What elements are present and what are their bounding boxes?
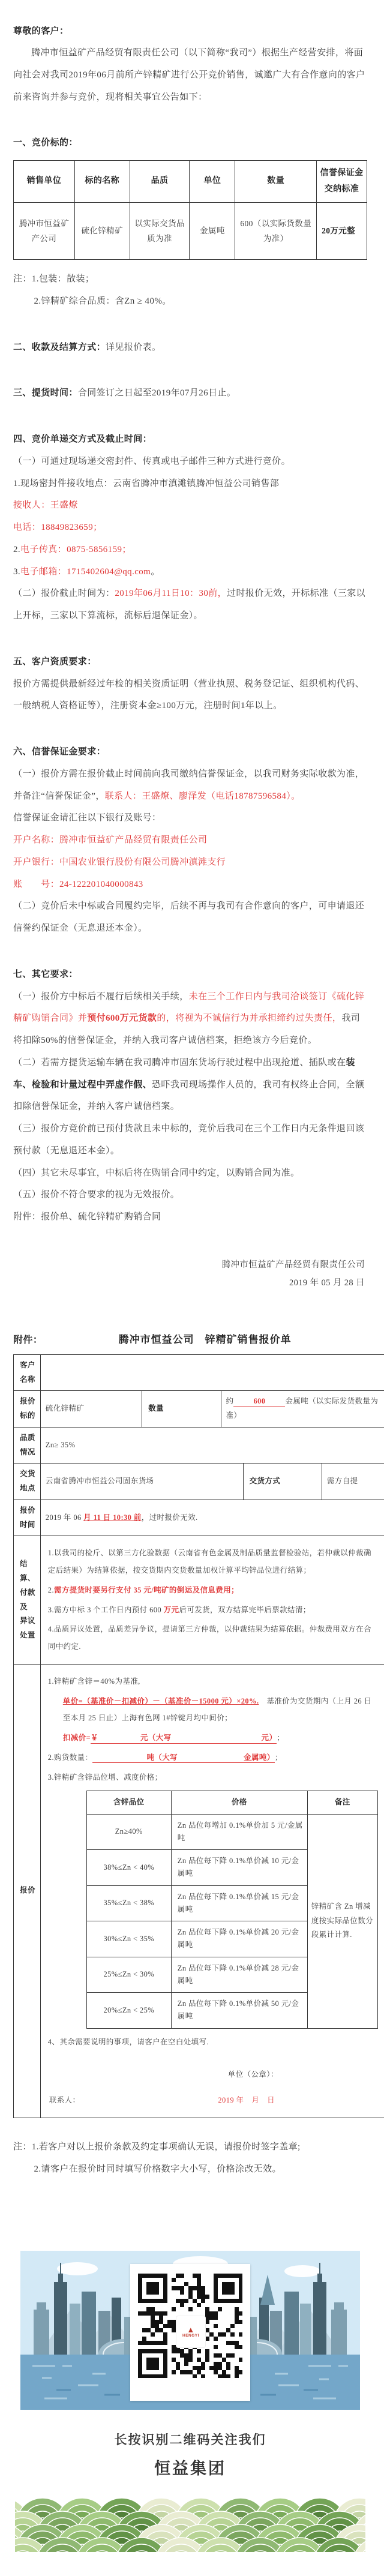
settle-item1: 1.以我司的检斤、以第三方化验数据（云南省有色金属及制品质量监督检验站，若仲裁以仲裁确定后结果）为结算依据，按交货期内交货数量加权计算平均锌品位进行结算； — [48, 1545, 378, 1579]
row-delivery-place — [14, 1464, 384, 1500]
s4-item2: 1.现场密封件接收地点：云南省腾冲市滇滩镇腾冲恒益公司销售部 — [13, 473, 367, 495]
time-label: 报价时间 — [14, 1500, 41, 1536]
salutation: 尊敬的客户： — [13, 20, 367, 42]
row-settlement — [14, 1536, 384, 1665]
contact-line: 联系人： 2019 年 月 日 — [48, 2092, 378, 2109]
col-seller: 销售单位 — [14, 161, 75, 203]
row-customer — [14, 1354, 384, 1391]
seal-line: 单位（公章）： — [48, 2066, 378, 2083]
grade-price-table — [86, 1791, 378, 2028]
place-label: 交货地点 — [14, 1464, 41, 1500]
grade-row: Zn≥40% Zn 品位每增加 0.1%单价加 5 元/金属吨 锌精矿含 Zn 增减度按实际品位数分段累计计算. — [86, 1814, 377, 1850]
col-unit: 单位 — [190, 161, 235, 203]
qty2-blank: 吨（大写 金属吨） — [92, 1753, 274, 1764]
section7-heading: 七、其它要求： — [13, 964, 367, 986]
section2: 二、收款及结算方式：详见报价表。 — [13, 337, 367, 359]
section1-heading: 一、竞价标的： — [13, 132, 367, 154]
grade-row: 30%≤Zn < 35% Zn 品位每下降 0.1%单价减 20 元/金属吨 — [86, 1921, 377, 1957]
grade-row: 25%≤Zn < 30% Zn 品位每下降 0.1%单价减 28 元/金属吨 — [86, 1957, 377, 1993]
s5-body: 报价方需提供最新经过年检的相关资质证明（营业执照、税务登记证、组织机构代码、一般纳税人资格证等），注册资本金≥100万元，注册时间1年以上。 — [13, 673, 367, 718]
grade-row: 35%≤Zn < 38% Zn 品位每下降 0.1%单价减 15 元/金属吨 — [86, 1885, 377, 1921]
quotation-title: 腾冲市恒益公司 锌精矿销售报价单 — [43, 1331, 367, 1346]
offer-content — [40, 1664, 384, 2118]
row-subject — [14, 1391, 384, 1428]
row-quote-time — [14, 1500, 384, 1536]
grade-header-row: 含锌品位 价格 备注 — [86, 1791, 377, 1814]
note-packing: 注：1.包装：散装； — [13, 268, 367, 290]
s7-item3: （三）报价方竞价前已预付货款且未中标的，竞价后我司在三个工作日内无条件退回该预付款（无息退还本金）。 — [13, 1118, 367, 1162]
s7-item5: （五）报价不符合要求的视为无效报价。 — [13, 1184, 367, 1206]
offer-line1: 1.锌精矿含锌＝40%为基准, — [48, 1673, 378, 1690]
subject-label: 报价标的 — [14, 1391, 41, 1428]
subject-value: 硫化锌精矿 — [40, 1391, 142, 1428]
grade-row: 38%≤Zn < 40% Zn 品位每下降 0.1%单价减 10 元/金属吨 — [86, 1850, 377, 1886]
settle-item3: 3.需方中标 3 个工作日内预付 600 万元后可发货，双方结算完毕后票款结清； — [48, 1602, 378, 1619]
section5-heading: 五、客户资质要求： — [13, 651, 367, 673]
quotation-title-row — [13, 1331, 367, 1346]
cell-deposit: 20万元整 — [317, 203, 367, 260]
offer-qty2: 2.购货数量： 吨（大写 金属吨）； — [48, 1749, 378, 1767]
s4-phone: 电话：18849823659； — [13, 517, 367, 539]
grade-remark: 锌精矿含 Zn 增减度按实际品位数分段累计计算. — [307, 1814, 377, 2028]
method-label: 交货方式 — [243, 1464, 322, 1500]
cell-subject: 硫化锌精矿 — [74, 203, 130, 260]
s4-receiver: 接收人：王盛燎 — [13, 494, 367, 517]
cell-quantity: 600（以实际货数量为准） — [235, 203, 317, 260]
quality-label: 品质情况 — [14, 1427, 41, 1464]
signature-date: 2019 年 05 月 28 日 — [13, 1274, 365, 1292]
deduction-blank: ￥ 元（大写 元） — [91, 1734, 277, 1744]
cell-unit: 金属吨 — [190, 203, 235, 260]
s6-bank: 开户银行：中国农业银行股份有限公司腾冲滇滩支行 — [13, 851, 367, 874]
bottom-note-2: 2.请客户在报价时同时填写价格数字大小写，价格涂改无效。 — [13, 2158, 367, 2181]
col-quality: 品质 — [130, 161, 190, 203]
settlement-label: 结算、付款及 异议处置 — [14, 1536, 41, 1665]
customer-label: 客户名称 — [14, 1354, 41, 1391]
cell-quality: 以实际交货品质为准 — [130, 203, 190, 260]
offer-label: 报价 — [14, 1664, 41, 2118]
time-value: 2019 年 06 月 11 日 10:30 前，过时报价无效. — [40, 1500, 384, 1536]
note-grade: 2.锌精矿综合品质：含Zn ≥ 40%。 — [13, 290, 367, 313]
settle-item2: 2.需方提货时要另行支付 35 元/吨矿的倒运及信息费用； — [48, 1582, 378, 1599]
quality-value: Zn≥ 35% — [40, 1427, 384, 1464]
qty-label: 数量 — [142, 1391, 221, 1428]
bid-subject-table — [13, 160, 367, 260]
qr-banner — [20, 2251, 360, 2410]
place-value: 云南省腾冲市恒益公司固东货场 — [40, 1464, 243, 1500]
qr-card — [130, 2264, 250, 2401]
col-deposit: 信誉保证金交纳标准 — [317, 161, 367, 203]
attachment-label: 附件： — [13, 1332, 43, 1346]
signature-company: 腾冲市恒益矿产品经贸有限责任公司 — [13, 1256, 365, 1274]
row-offer — [14, 1664, 384, 2118]
row-quality — [14, 1427, 384, 1464]
col-subject: 标的名称 — [74, 161, 130, 203]
s4-mail: 3.电子邮箱：1715402604@qq.com。 — [13, 561, 367, 583]
s7-item1: （一）报价方中标后不履行后续相关手续，未在三个工作日内与我司洽谈签订《硫化锌精矿购销合同》并预付600万元货款的，将视为不诚信行为并承担缔约过失责任，我司将扣除50%的信誉保证金，并纳入我司客户诚信档案，拒绝该方今后竞价。 — [13, 986, 367, 1052]
s4-item1: （一）可通过现场递交密封件、传真或电子邮件三种方式进行竞价。 — [13, 451, 367, 473]
offer-formula: 单价=（基准价－扣减价）－（基准价－15000 元）×20%. 基准价为交货期内（上月 26 日至本月 25 日止）上海有色网 1#锌锭月均中间价； — [48, 1693, 378, 1728]
s6-item2: （二）竞价后未中标或合同履约完毕，后续不再与我司有合作意向的客户，可申请退还信誉约保证金（无息退还本金）。 — [13, 895, 367, 940]
table-row — [14, 203, 367, 260]
settlement-content — [40, 1536, 384, 1665]
offer-deduction: 扣减价=￥ 元（大写 元）； — [48, 1729, 378, 1747]
qr-caption: 长按识别二维码关注我们 — [13, 2430, 367, 2448]
s6-account-name: 开户名称：腾冲市恒益矿产品经贸有限责任公司 — [13, 829, 367, 851]
brand-name: 恒益集团 — [13, 2455, 367, 2479]
s4-fax: 2.电子传真：0875-5856159； — [13, 539, 367, 561]
intro-paragraph: 腾冲市恒益矿产品经贸有限责任公司（以下简称“我司”）根据生产经营安排，将面向社会对我司2019年06月前所产锌精矿进行公开竞价销售，诚邀广大有合作意向的客户前来咨询并参与竞价，现将相关事宜公告如下： — [13, 42, 367, 108]
bottom-note-1: 注：1.若客户对以上报价条款及约定事项确认无误，请报价时签字盖章; — [13, 2136, 367, 2158]
section6-heading: 六、信誉保证金要求： — [13, 741, 367, 763]
qty-blank: 600 — [233, 1397, 285, 1407]
grade-row: 20%≤Zn < 25% Zn 品位每下降 0.1%单价减 50 元/金属吨 — [86, 1993, 377, 2029]
cell-seller: 腾冲市恒益矿产公司 — [14, 203, 75, 260]
offer-line3: 3.锌精矿含锌品位增、减度价格； — [48, 1769, 378, 1786]
hengyi-logo — [176, 2316, 206, 2348]
s7-item2: （二）若需方提货运输车辆在我司腾冲市固东货场行驶过程中出现抢道、插队或在装车、检验和计量过程中弄虚作假、恐吓我司现场操作人员的，我司有权终止合同，全额扣除信誉保证金，并纳入客户诚信档案。 — [13, 1052, 367, 1118]
col-quantity: 数量 — [235, 161, 317, 203]
settle-item4: 4.品质异议处置，品质差异争议，提请第三方仲裁，以仲裁结果为结算依据。仲裁费用双方在合同中约定. — [48, 1621, 378, 1656]
section4-heading: 四、竞价单递交方式及截止时间： — [13, 428, 367, 451]
s7-attachments: 附件：报价单、硫化锌精矿购销合同 — [13, 1206, 367, 1228]
mountain-icon: ▲ — [187, 2326, 194, 2334]
customer-value-blank — [40, 1354, 384, 1391]
logo-text: HENGYI — [182, 2334, 199, 2338]
signature-block — [13, 1256, 367, 1293]
quotation-table — [13, 1354, 384, 2118]
qty-value: 约 600 金属吨（以实际发货数量为准） — [221, 1391, 384, 1428]
section3: 三、提货时间：合同签订之日起至2019年07月26日止。 — [13, 382, 367, 404]
s4-deadline: （二）报价截止时间为：2019年06月11日10：30前，过时报价无效，开标标准（三家以上开标，三家以下算流标，流标后退保证金）。 — [13, 583, 367, 627]
offer-line4: 4、其余需要说明的事项，请客户在空白处填写. — [48, 2034, 378, 2051]
seigaiha-waves-illustration — [15, 2497, 365, 2552]
wave-footer — [13, 2497, 367, 2552]
s6-line2: 信誉保证金请汇往以下银行及账号： — [13, 807, 367, 829]
table-header-row — [14, 161, 367, 203]
s6-account-no: 账 号：24-122201040000843 — [13, 874, 367, 896]
s7-item4: （四）其它未尽事宜，中标后将在购销合同中约定，以购销合同为准。 — [13, 1162, 367, 1184]
s6-item1: （一）报价方需在报价截止时间前向我司缴纳信誉保证金，以我司财务实际收款为准，并备注“信誉保证金”，联系人：王盛燎、廖泽发（电话18787596584）。 — [13, 763, 367, 808]
method-value: 需方自提 — [322, 1464, 384, 1500]
